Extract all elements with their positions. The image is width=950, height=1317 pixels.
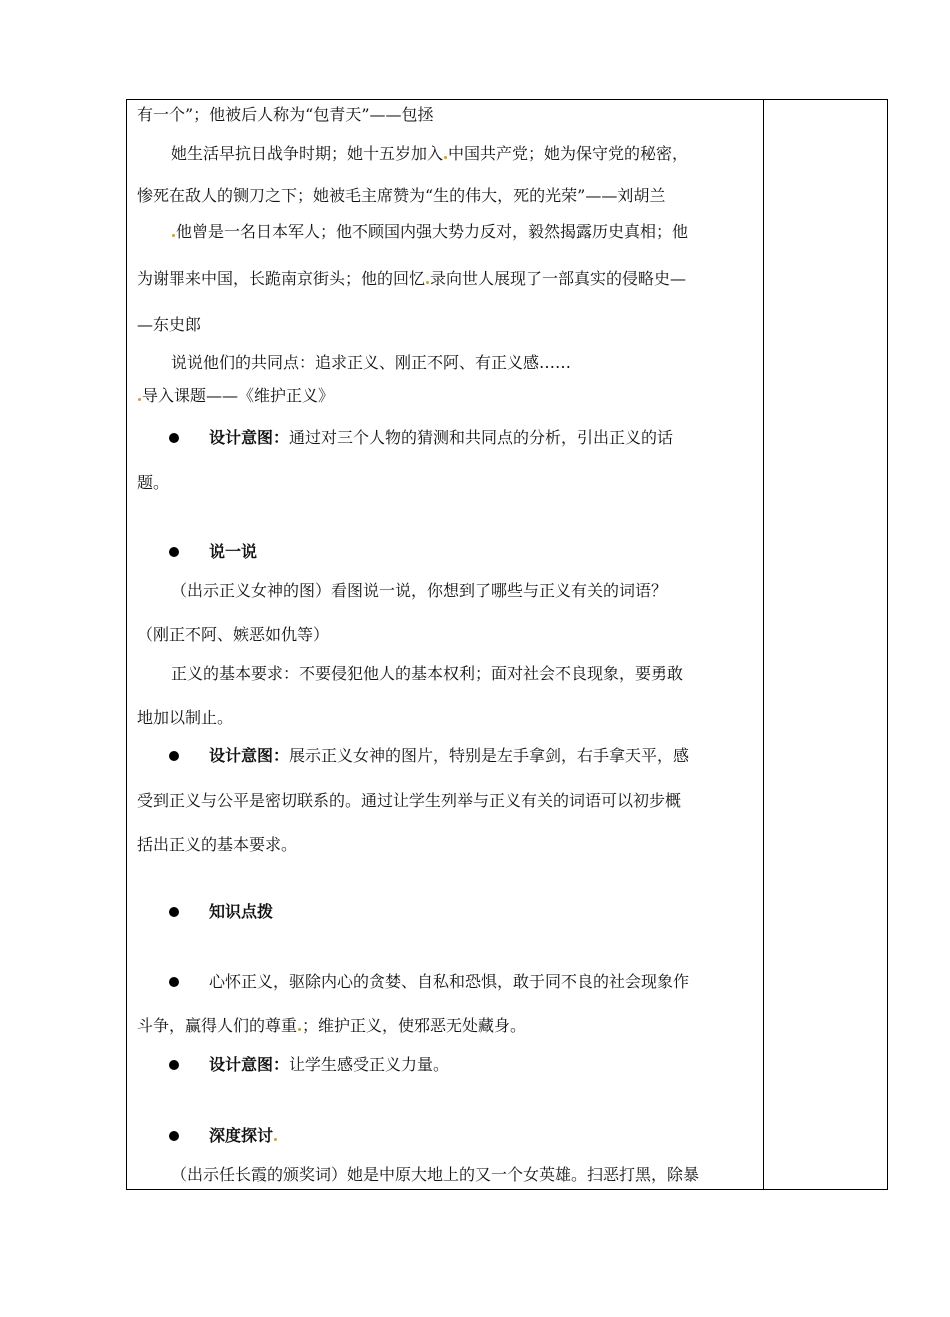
mark-dot	[426, 281, 429, 284]
column-divider	[763, 100, 764, 1189]
bullet-icon	[169, 751, 179, 761]
text-line: 导入课题——《维护正义》	[137, 385, 753, 407]
mark-dot	[298, 1028, 301, 1031]
text-line: （刚正不阿、嫉恶如仇等）	[137, 625, 330, 644]
mark-dot	[444, 156, 447, 159]
text-line: 地加以制止。	[137, 708, 234, 727]
bullet-icon	[169, 433, 179, 443]
bullet-icon	[169, 1131, 179, 1141]
bullet-icon	[169, 1060, 179, 1070]
bullet-icon	[169, 547, 179, 557]
mark-dot	[172, 234, 175, 237]
section-knowledge: 知识点拨	[209, 902, 274, 921]
text-line: 惨死在敌人的铡刀之下；她被毛主席赞为“生的伟大，死的光荣”——刘胡兰	[137, 186, 666, 205]
text-line: （出示任长霞的颁奖词）她是中原大地上的又一个女英雄。扫恶打黑，除暴	[171, 1165, 700, 1184]
design-intent-1: 设计意图：通过对三个人物的猜测和共同点的分析，引出正义的话	[209, 428, 674, 447]
text-line: —东史郎	[137, 315, 202, 334]
design-intent-2: 设计意图：展示正义女神的图片，特别是左手拿剑，右手拿天平，感	[209, 746, 690, 765]
design-intent-3: 设计意图：让学生感受正义力量。	[209, 1055, 450, 1074]
text-line: 括出正义的基本要求。	[137, 835, 298, 854]
lesson-table	[126, 99, 888, 1190]
text-line: 题。	[137, 473, 170, 492]
text-line: 斗争，赢得人们的尊重 ；维护正义，使邪恶无处藏身。	[137, 1016, 527, 1035]
text-line: 为谢罪来中国，长跪南京街头；他的回忆 录向世人展现了一部真实的侵略史—	[137, 269, 687, 288]
text-line: （出示正义女神的图）看图说一说，你想到了哪些与正义有关的词语？	[171, 581, 668, 600]
section-say: 说一说	[209, 542, 258, 561]
text-line: 他曾是一名日本军人；他不顾国内强大势力反对，毅然揭露历史真相；他	[171, 221, 787, 243]
knowledge-point: 心怀正义，驱除内心的贪婪、自私和恐惧，敢于同不良的社会现象作	[209, 972, 690, 991]
text-line: 说说他们的共同点：追求正义、刚正不阿、有正义感……	[171, 353, 572, 372]
text-line: 有一个”；他被后人称为“包青天”——包拯	[137, 105, 434, 124]
text-line: 她生活早抗日战争时期；她十五岁加入 中国共产党；她为保守党的秘密，	[171, 144, 689, 163]
bullet-icon	[169, 977, 179, 987]
section-deep-discussion: 深度探讨	[209, 1125, 278, 1147]
mark-dot	[138, 398, 141, 401]
bullet-icon	[169, 907, 179, 917]
text-line: 受到正义与公平是密切联系的。通过让学生列举与正义有关的词语可以初步概	[137, 791, 682, 810]
text-line: 正义的基本要求：不要侵犯他人的基本权利；面对社会不良现象，要勇敢	[171, 664, 684, 683]
mark-dot	[274, 1138, 277, 1141]
